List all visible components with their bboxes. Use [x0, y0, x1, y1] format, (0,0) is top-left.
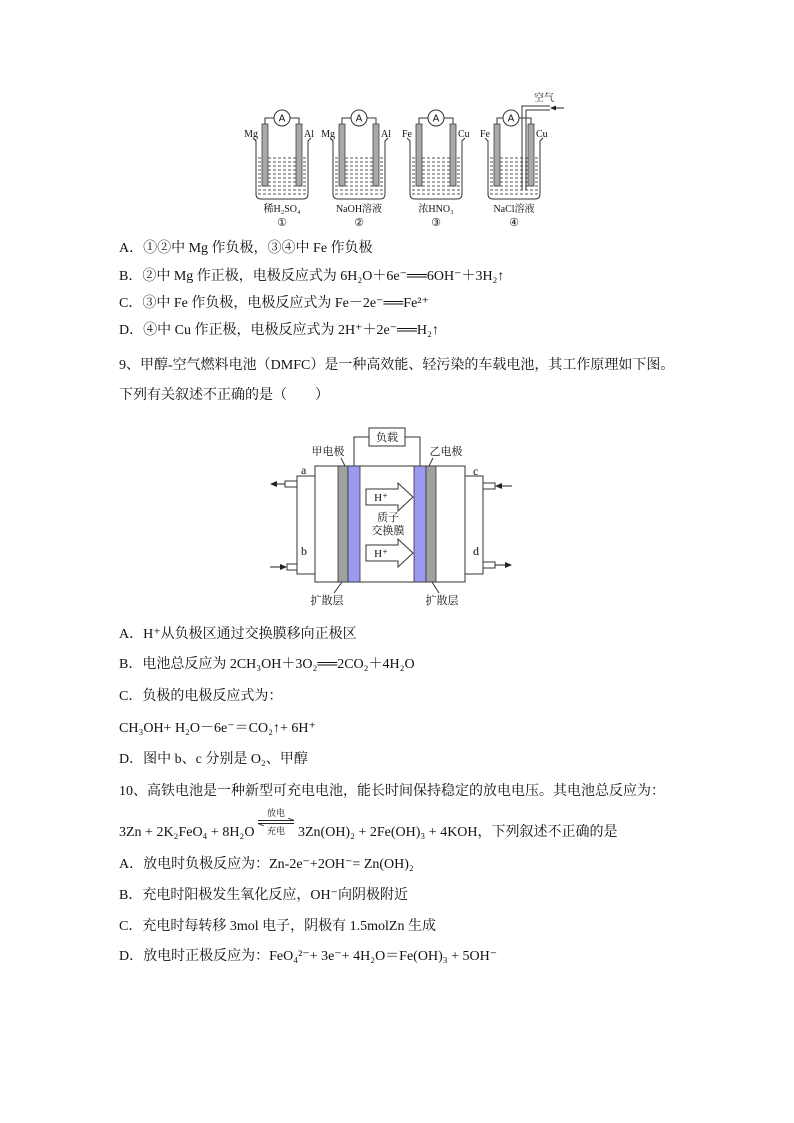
left-electrode	[416, 124, 422, 186]
wire	[367, 118, 376, 124]
external-wire-right	[405, 437, 420, 466]
right-electrode	[373, 124, 379, 186]
reversible-reaction-arrow	[256, 808, 296, 836]
left-electrode-leader	[341, 458, 345, 466]
pipe-a	[285, 481, 297, 487]
wire	[419, 118, 428, 124]
proton-label: H⁺	[374, 548, 388, 560]
q10-option-d: D．放电时正极反应为：FeO₄²⁻+ 3e⁻+ 4H₂O＝Fe(OH)₃ + 5OH⁻	[119, 949, 498, 964]
q8-option-a: A．①②中 Mg 作负极，③④中 Fe 作负极	[119, 241, 373, 256]
right-diffusion-layer-label: 扩散层	[425, 595, 459, 607]
ammeter-symbol: A	[355, 113, 363, 125]
dmfc-diagram	[262, 418, 524, 614]
right-diffusion-layer	[426, 466, 436, 582]
wire	[519, 118, 531, 124]
air-flow-arrowhead	[550, 106, 556, 111]
right-electrode-label: Al	[304, 129, 314, 140]
right-diffusion-leader	[432, 582, 439, 593]
load-label: 负载	[376, 432, 398, 444]
ammeter-symbol: A	[432, 113, 440, 125]
left-electrode-label: Mg	[244, 129, 258, 140]
wire	[265, 118, 274, 124]
membrane-label-line-2: 交换膜	[371, 525, 405, 537]
solution-label: 稀H₂SO₄	[263, 204, 301, 215]
q10-option-a: A．放电时负极反应为：Zn-2e⁻+2OH⁻= Zn(OH)₂	[119, 857, 414, 872]
flow-arrowhead-a	[270, 481, 277, 487]
left-diffusion-layer	[338, 466, 348, 582]
right-electrode-label: Cu	[536, 129, 548, 140]
port-label-d: d	[473, 544, 479, 558]
pipe-d	[483, 562, 495, 568]
ammeter-symbol: A	[507, 113, 515, 125]
q10-option-c: C．充电时每转移 3mol 电子，阴极有 1.5molZn 生成	[119, 919, 436, 934]
q9-stem-line-1: 9、甲醇-空气燃料电池（DMFC）是一种高效能、轻污染的车载电池，其工作原理如下图。	[119, 358, 675, 373]
ammeter-symbol: A	[278, 113, 286, 125]
q8-option-b: B．②中 Mg 作正极，电极反应式为 6H₂O＋6e⁻══6OH⁻＋3H₂↑	[119, 269, 505, 284]
flow-arrowhead-b	[280, 564, 287, 570]
solution-label: NaOH溶液	[335, 204, 383, 215]
left-electrode-label: 甲电极	[311, 446, 345, 458]
right-electrode-label: 乙电极	[429, 446, 463, 458]
left-electrode	[262, 124, 268, 186]
left-electrode	[494, 124, 500, 186]
air-label: 空气	[534, 93, 554, 104]
beaker-setup-4	[480, 91, 564, 229]
solution-label: 浓HNO₃	[418, 204, 454, 215]
q9-option-c: C．负极的电极反应式为：	[119, 689, 283, 704]
solution-label: NaCl溶液	[493, 204, 535, 215]
membrane-label-line-1: 质子	[377, 512, 399, 524]
arrow-top-label: 放电	[266, 808, 285, 818]
q9-option-b: B．电池总反应为 2CH₃OH＋3O₂══2CO₂＋4H₂O	[119, 657, 415, 672]
q10-equation-left: 3Zn + 2K₂FeO₄ + 8H₂O	[119, 825, 255, 840]
q8-option-c: C．③中 Fe 作负极，电极反应式为 Fe－2e⁻══Fe²⁺	[119, 296, 429, 311]
equilibrium-arrow-icon	[256, 818, 296, 826]
wire	[497, 118, 503, 124]
q8-option-d: D．④中 Cu 作正极，电极反应式为 2H⁺＋2e⁻══H₂↑	[119, 323, 439, 338]
q10-equation-right: 3Zn(OH)₂ + 2Fe(OH)₃ + 4KOH，下列叙述不正确的是	[298, 825, 618, 840]
right-electrode	[414, 466, 426, 582]
beaker-setup-2	[321, 110, 391, 229]
port-label-a: a	[301, 463, 307, 477]
flow-arrowhead-d	[505, 562, 512, 568]
external-wire-left	[354, 437, 369, 466]
port-label-c: c	[473, 464, 479, 478]
setup-number: ①	[277, 217, 287, 229]
q9-option-d: D．图中 b、c 分别是 O₂、甲醇	[119, 752, 308, 767]
right-electrode-label: Al	[381, 129, 391, 140]
galvanic-cells-figure	[230, 88, 570, 233]
q9-stem-line-2: 下列有关叙述不正确的是（ ）	[119, 388, 329, 403]
proton-label: H⁺	[374, 492, 388, 504]
left-end-cap	[297, 476, 315, 574]
right-electrode-leader	[429, 458, 433, 466]
setup-number: ②	[354, 217, 364, 229]
pipe-c	[483, 483, 495, 489]
q9-option-c-equation: CH₃OH+ H₂O－6e⁻＝CO₂↑+ 6H⁺	[119, 721, 316, 736]
cell-body	[315, 466, 465, 582]
q10-stem-line-1: 10、高铁电池是一种新型可充电电池，能长时间保持稳定的放电电压。其电池总反应为：	[119, 784, 665, 799]
left-electrode-label: Fe	[480, 129, 490, 140]
q9-option-a: A．H⁺从负极区通过交换膜移向正极区	[119, 627, 357, 642]
port-label-b: b	[301, 544, 307, 558]
right-electrode	[528, 124, 534, 186]
left-electrode-label: Mg	[321, 129, 335, 140]
q10-option-b: B．充电时阳极发生氧化反应，OH⁻向阴极附近	[119, 888, 408, 903]
left-electrode	[339, 124, 345, 186]
wire	[342, 118, 351, 124]
setup-number: ④	[509, 217, 519, 229]
beaker-setup-1	[244, 110, 314, 229]
right-electrode	[296, 124, 302, 186]
right-end-cap	[465, 476, 483, 574]
wire	[444, 118, 453, 124]
pipe-b	[287, 564, 297, 570]
flow-arrowhead-c	[495, 483, 502, 489]
right-electrode-label: Cu	[458, 129, 470, 140]
left-diffusion-leader	[334, 582, 342, 593]
setup-number: ③	[431, 217, 441, 229]
right-electrode	[450, 124, 456, 186]
wire	[290, 118, 299, 124]
beaker-setup-3	[402, 110, 470, 229]
left-electrode	[348, 466, 360, 582]
left-electrode-label: Fe	[402, 129, 412, 140]
left-diffusion-layer-label: 扩散层	[310, 595, 344, 607]
arrow-bottom-label: 充电	[266, 826, 285, 836]
